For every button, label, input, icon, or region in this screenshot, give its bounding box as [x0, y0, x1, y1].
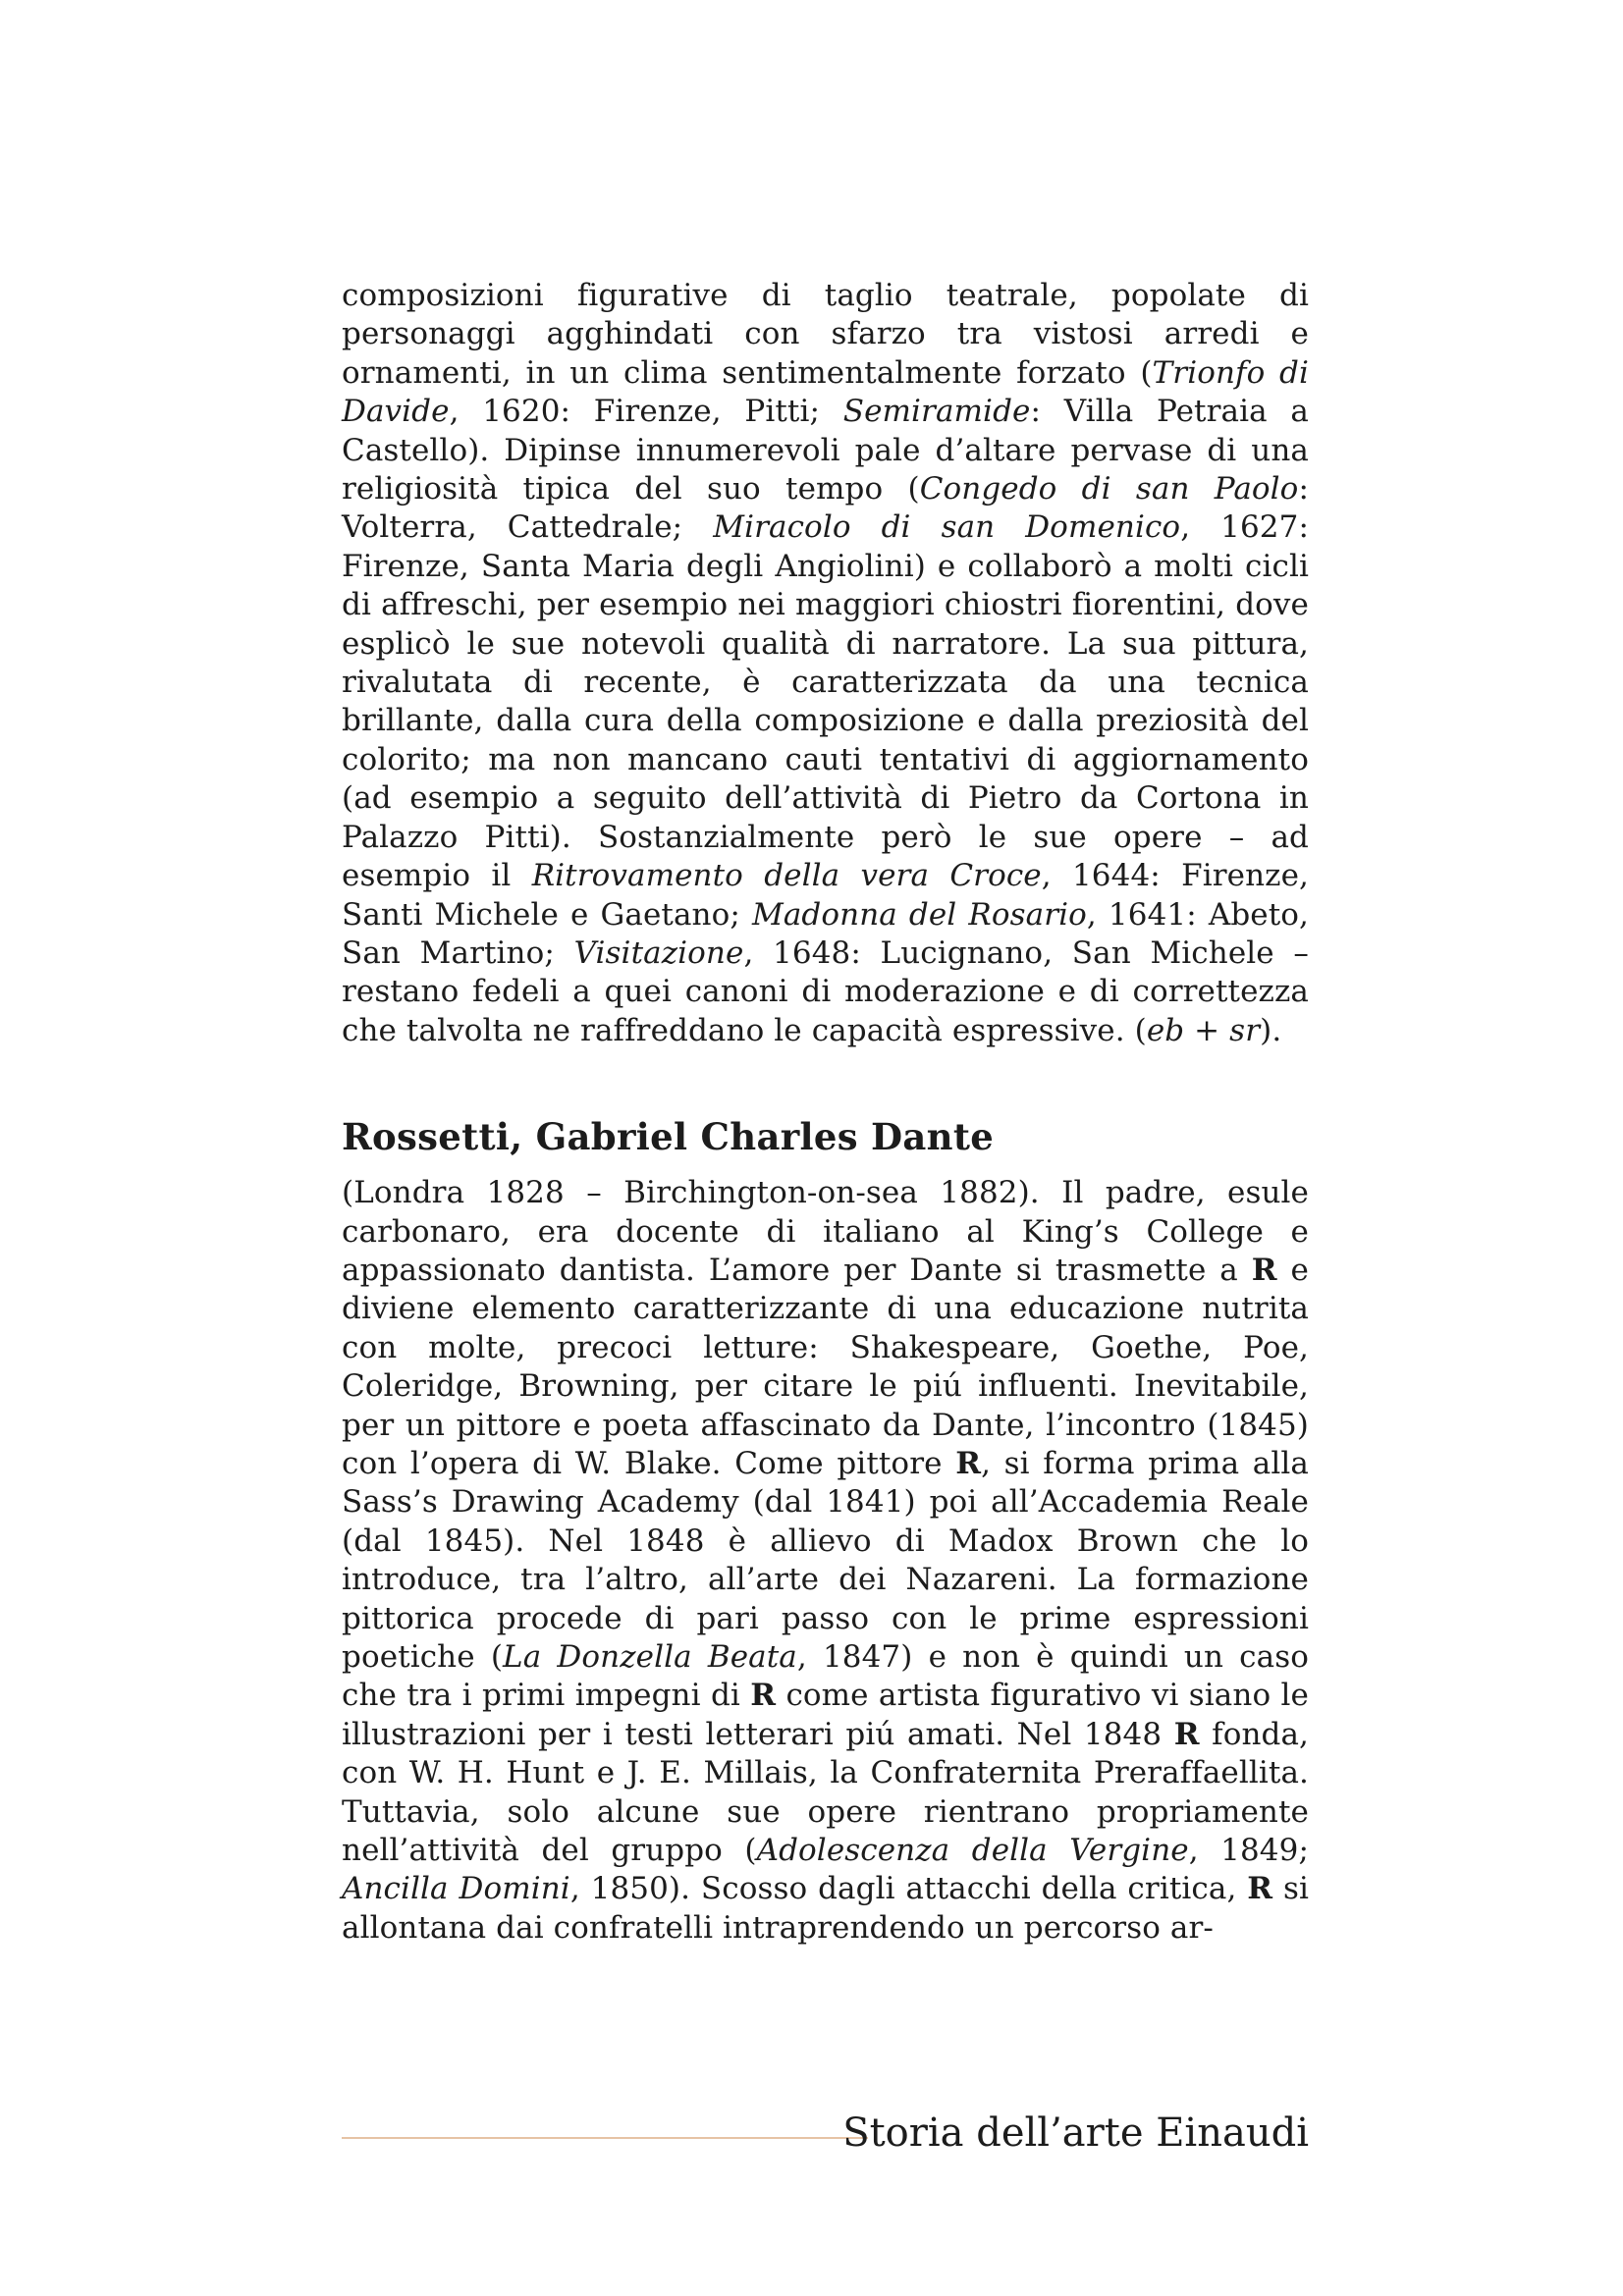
- footer-rule: [342, 2137, 868, 2139]
- text-run: e diviene elemento caratterizzante di una educazione nutrita con molte, precoci letture: Shakespeare, Goethe, Poe, Coleridge, Browning, per citare le piú influenti. Inevitabile, per un pittore e poeta affascinato da Dante, l’incontro (1845) con l’opera di W. Blake. Come pittore: [342, 1252, 1310, 1481]
- bold-abbreviation-run: R: [1247, 1871, 1273, 1907]
- text-run: composizioni figurative di taglio teatrale, popolate di personaggi agghindati con sfarzo tra vistosi arredi e ornamenti, in un clima sentimentalmente forzato (: [342, 278, 1309, 391]
- text-run: si allontana dai confratelli intraprendendo un percorso ar-: [342, 1871, 1309, 1946]
- italic-title-run: La Donzella Beata: [503, 1639, 797, 1675]
- text-column: [342, 277, 1309, 1948]
- italic-title-run: Miracolo di san Domenico: [713, 509, 1181, 546]
- text-run: (Londra 1828 – Birchington-on-sea 1882). Il padre, esule carbonaro, era docente di italiano al King’s College e appassionato dantista. L’amore per Dante si trasmette a: [342, 1175, 1309, 1288]
- text-run: fonda, con W. H. Hunt e J. E. Millais, la Confraternita Preraffaellita. Tuttavia, solo alcune sue opere rientrano propriamente nell’attività del gruppo (: [342, 1716, 1309, 1869]
- text-run: , 1847) e non è quindi un caso che tra i primi impegni di: [342, 1639, 1309, 1714]
- italic-title-run: Ritrovamento della vera Croce: [531, 858, 1042, 894]
- page-footer: [342, 2109, 1309, 2163]
- entry-body-paragraph: [342, 1174, 1309, 1948]
- bold-abbreviation-run: R: [1251, 1252, 1277, 1288]
- text-run: , 1849;: [1188, 1833, 1309, 1869]
- text-run: : Volterra, Cattedrale;: [342, 471, 1309, 546]
- italic-title-run: Madonna del Rosario: [752, 896, 1087, 933]
- text-run: , si forma prima alla Sass’s Drawing Academy (dal 1841) poi all’Accademia Reale (dal 1845). Nel 1848 è allievo di Madox Brown che lo introduce, tra l’altro, all’arte dei Nazareni. La formazione pittorica procede di pari passo con le prime espressioni poetiche (: [342, 1445, 1309, 1675]
- previous-entry-paragraph: [342, 277, 1309, 1050]
- text-run: , 1627: Firenze, Santa Maria degli Angiolini) e collaborò a molti cicli di affreschi, per esempio nei maggiori chiostri fiorentini, dove esplicò le sue notevoli qualità di narratore. La sua pittura, rivalutata di recente, è caratterizzata da una tecnica brillante, dalla cura della composizione e dalla preziosità del colorito; ma non mancano cauti tentativi di aggiornamento (ad esempio a seguito dell’attività di Pietro da Cortona in Palazzo Pitti). Sostanzialmente però le sue opere – ad esempio il: [342, 509, 1310, 894]
- entry-title: Rossetti, Gabriel Charles Dante: [342, 1115, 995, 1159]
- bold-abbreviation-run: R: [750, 1678, 777, 1714]
- publication-title: Storia dell’arte Einaudi: [842, 2110, 1309, 2156]
- bold-abbreviation-run: R: [1173, 1716, 1200, 1752]
- italic-title-run: eb + sr: [1146, 1012, 1261, 1048]
- text-run: come artista figurativo vi siano le illustrazioni per i testi letterari piú amati. Nel 1848: [342, 1678, 1310, 1752]
- italic-title-run: Trionfo di Davide: [342, 354, 1309, 430]
- text-run: , 1648: Lucignano, San Michele – restano fedeli a quei canoni di moderazione e di correttezza che talvolta ne raffreddano le capacità espressive. (: [342, 934, 1309, 1048]
- text-run: , 1620: Firenze, Pitti;: [449, 394, 843, 430]
- text-run: ).: [1260, 1012, 1282, 1048]
- text-run: : Villa Petraia a Castello). Dipinse innumerevoli pale d’altare pervase di una religiosità tipica del suo tempo (: [342, 394, 1309, 507]
- italic-title-run: Ancilla Domini: [342, 1871, 570, 1907]
- text-run: , 1850). Scosso dagli attacchi della critica,: [569, 1871, 1248, 1907]
- italic-title-run: Visitazione: [573, 934, 744, 971]
- text-run: , 1644: Firenze, Santi Michele e Gaetano;: [342, 858, 1309, 933]
- bold-abbreviation-run: R: [955, 1445, 982, 1481]
- italic-title-run: Semiramide: [842, 394, 1031, 430]
- italic-title-run: Congedo di san Paolo: [919, 471, 1299, 507]
- italic-title-run: Adolescenza della Vergine: [756, 1833, 1189, 1869]
- text-run: , 1641: Abeto, San Martino;: [342, 896, 1309, 971]
